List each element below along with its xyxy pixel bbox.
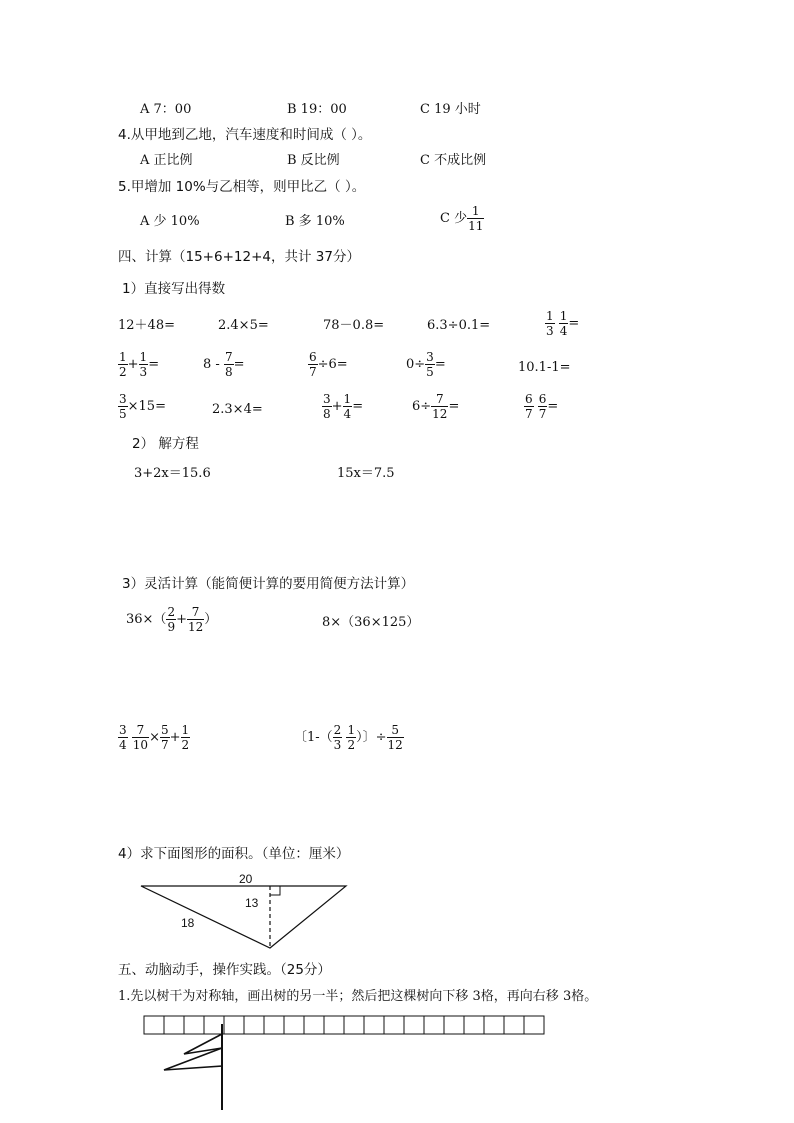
q5-stem: 5.甲增加 10%与乙相等，则甲比乙（ ）。	[118, 179, 366, 195]
calc-r2-e4: 0÷ $\frac{3}{5}$ =	[406, 350, 446, 379]
part4-title: 4）求下面图形的面积。（单位：厘米）	[118, 846, 350, 862]
grid-cell	[244, 1016, 264, 1034]
grid-cell	[424, 1016, 444, 1034]
part3-title: 3）灵活计算（能简便计算的要用简便方法计算）	[122, 576, 415, 592]
equation-1: 3+2x＝15.6	[134, 466, 211, 481]
grid-cell	[524, 1016, 544, 1034]
part1-title: 1）直接写出得数	[122, 281, 226, 297]
grid-cell	[344, 1016, 364, 1034]
calc-r2-e2: 8 - $\frac{7}{8}$ =	[203, 350, 245, 379]
section4-title: 四、计算（15+6+12+4，共计 37分）	[118, 249, 360, 265]
triangle-outline	[141, 886, 346, 948]
grid-cell	[404, 1016, 424, 1034]
grid-cell	[464, 1016, 484, 1034]
part2-title: 2） 解方程	[132, 436, 199, 452]
calc-r3-e2: 2.3×4=	[212, 402, 263, 417]
simplify-4: 〔1-（ $\frac{2}{3}$ $\frac{1}{2}$ ）〕÷ $\frac{5}{12}$	[294, 723, 403, 752]
q5-option-b: B 多 10%	[285, 214, 345, 229]
calc-r1-e1: 12＋48=	[118, 318, 175, 333]
q4-option-a: A 正比例	[140, 153, 193, 168]
grid-cell	[164, 1016, 184, 1034]
calc-r1-e3: 78－0.8=	[323, 318, 385, 333]
tree-grid-figure	[140, 1012, 550, 1112]
q5-option-c	[440, 204, 484, 233]
grid-cell	[284, 1016, 304, 1034]
calc-r1-e5: $\frac{1}{3}$ $\frac{1}{4}$ =	[546, 309, 580, 338]
equation-2: 15x＝7.5	[337, 466, 395, 481]
grid-cell	[384, 1016, 404, 1034]
grid-cell	[224, 1016, 244, 1034]
calc-r3-e4: 6÷ $\frac{7}{12}$ =	[412, 392, 460, 421]
grid-cell	[304, 1016, 324, 1034]
calc-r3-e3: $\frac{3}{8}$ + $\frac{1}{4}$ =	[323, 392, 364, 421]
grid-row	[144, 1016, 544, 1034]
grid-cell	[364, 1016, 384, 1034]
simplify-1: 36×（ $\frac{2}{9}$ + $\frac{7}{12}$ ）	[126, 605, 218, 634]
grid-cell	[444, 1016, 464, 1034]
grid-cell	[144, 1016, 164, 1034]
label-side: 18	[181, 916, 195, 930]
q3-option-c: C 19 小时	[420, 102, 481, 117]
grid-cell	[184, 1016, 204, 1034]
simplify-2: 8×（36×125）	[322, 615, 420, 630]
q3-option-a: A 7：00	[140, 102, 192, 117]
q4-stem: 4.从甲地到乙地，汽车速度和时间成（ ）。	[118, 127, 372, 143]
section5-q1: 1.先以树干为对称轴，画出树的另一半；然后把这棵树向下移 3格，再向右移 3格。	[118, 989, 598, 1004]
calc-r1-e4: 6.3÷0.1=	[427, 318, 491, 333]
grid-cell	[324, 1016, 344, 1034]
calc-r2-e5: 10.1-1=	[518, 360, 571, 375]
calc-r2-e1: $\frac{1}{2}$ + $\frac{1}{3}$ =	[119, 350, 160, 379]
q5-option-c-prefix: C 少	[440, 211, 468, 226]
right-angle-mark	[270, 886, 280, 895]
q5-option-a: A 少 10%	[140, 214, 200, 229]
calc-r3-e1: $\frac{3}{5}$ ×15=	[119, 392, 166, 421]
tree-lower-branch	[164, 1048, 222, 1070]
calc-r1-e2: 2.4×5=	[218, 318, 269, 333]
simplify-3: $\frac{3}{4}$ $\frac{7}{10}$ × $\frac{5}{7}$ + $\frac{1}{2}$	[119, 723, 190, 752]
section5-title: 五、动脑动手，操作实践。（25分）	[118, 962, 331, 978]
grid-cell	[264, 1016, 284, 1034]
grid-cell	[504, 1016, 524, 1034]
q4-option-c: C 不成比例	[420, 153, 487, 168]
calc-r2-e3: $\frac{6}{7}$ ÷6=	[309, 350, 348, 379]
grid-cell	[484, 1016, 504, 1034]
label-top: 20	[239, 872, 253, 886]
q4-option-b: B 反比例	[287, 153, 340, 168]
triangle-figure	[135, 870, 355, 952]
q5-option-c-fraction: $\frac{1}{11}$	[468, 204, 484, 233]
label-height: 13	[245, 896, 259, 910]
q3-option-b: B 19：00	[287, 102, 347, 117]
calc-r3-e5: $\frac{6}{7}$ $\frac{6}{7}$ =	[525, 392, 559, 421]
